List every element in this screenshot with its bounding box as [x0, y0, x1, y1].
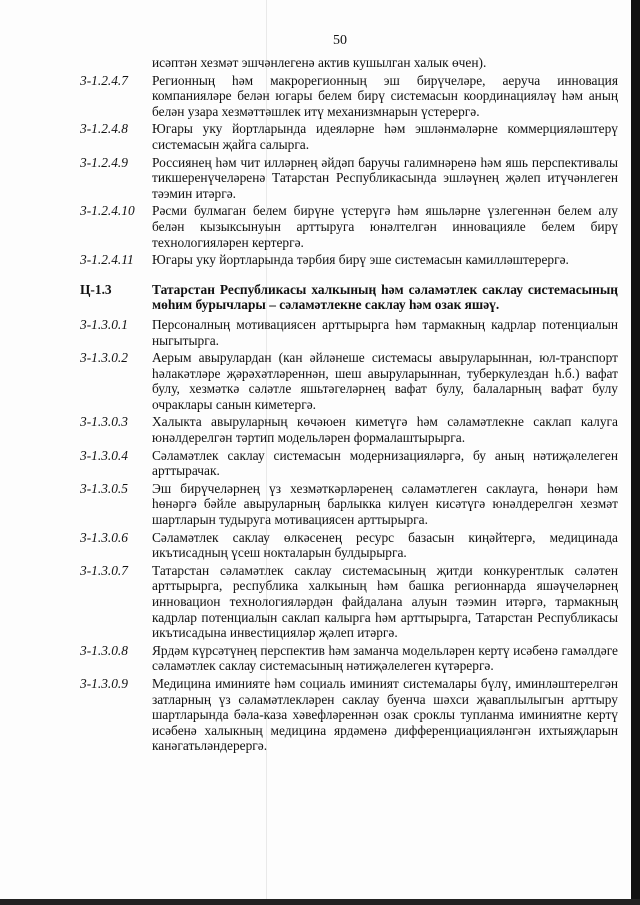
list-item: [80, 121, 618, 152]
item-code: 3-1.3.0.6: [80, 529, 128, 545]
item-code: 3-1.3.0.8: [80, 642, 128, 658]
item-text: Аерым авырулардан (кан әйләнеше системасы авыруларыннан, юл-транспорт һәлакәтләре җәрәхәтләреннән, шеш авыруларыннан, туберкулездан һ.б.) вафат булу, хезмәткә сәләтле яшьтәгеләрнең вафат булу, балаларның вафат булу очраклары санын киметергә.: [152, 350, 618, 412]
section-heading: [80, 282, 618, 313]
item-code: 3-1.3.0.9: [80, 675, 128, 691]
item-text: Медицина иминияте һәм социаль иминият системалары бүлү, иминләштерелгән затларның үз сәламәтлекләрен саклау буенча шәхси җаваплылыгын арттыру шартларында бәла-каза хәвефләреннән озак сроклы тупланма иминиятнe кертү исәбенә халыкның медицина ярдәменә дифференциацияләнгән ихтыяҗларын канәгатьләндерергә.: [152, 675, 618, 754]
item-text: Татарстан сәламәтлек саклау системасының җитди конкурентлык сәләтен арттырырга, республика халкының һәм башка регионнарда яшәүчеләрнең инновацион технологияләрдән файдалана алуын тәэмин итәргә, тармакның кадрлар потенциалын саклап калырга һәм арттырырга, Татарстан Республикасы икътисадына инвестицияләр җәлеп итәргә.: [152, 562, 618, 641]
item-code: 3-1.3.0.5: [80, 480, 128, 496]
list-item: [80, 317, 618, 348]
item-text: Югары уку йортларында тәрбия бирү эше системасын камилләштерергә.: [152, 252, 569, 268]
item-code: 3-1.3.0.1: [80, 316, 128, 332]
item-text: Халыкта авыруларның көчәюен киметүгә һәм сәламәтлекне саклап калуга юнәлдерелгән тәртип модельләрен формалаштырырга.: [152, 414, 618, 446]
list-item: [80, 350, 618, 412]
list-item: [80, 676, 618, 754]
item-text: Персоналның мотивациясен арттырырга һәм тармакның кадрлар потенциалын ныгытырга.: [152, 316, 618, 348]
item-code: 3-1.3.0.4: [80, 447, 128, 463]
item-text: Рәсми булмаган белем бирүне үстерүгә һәм яшьләрне үзлегеннән белем алу белән кызыксынуын арттыруга юнәлтелгән инновацияле белем бирү технологияләрен кертергә.: [152, 203, 618, 250]
scan-edge-right: [631, 0, 640, 905]
list-item: [80, 73, 618, 120]
item-text: Ярдәм күрсәтүнең перспектив һәм заманча модельләрен кертү исәбенә гамәлдәге сәламәтлек саклау системасының нәтиҗәлелеген күтәрергә.: [152, 642, 618, 674]
item-code: 3-1.3.0.2: [80, 350, 128, 366]
list-item: [80, 448, 618, 479]
item-text: Россиянең һәм чит илләрнең әйдәп баручы галимнәренә һәм яшь перспективалы тикшеренүчеләренә Татарстан Республикасында эшләүнең җәлеп итүчәнлеген тәэмин итәргә.: [152, 154, 618, 201]
item-code: 3-1.3.0.7: [80, 562, 128, 578]
item-code: 3-1.2.4.9: [80, 154, 128, 170]
item-code: 3-1.2.4.7: [80, 72, 128, 88]
list-item: [80, 643, 618, 674]
continuation-text: исәптән хезмәт эшчәнлегенә актив кушылган халык өчен).: [152, 55, 487, 70]
page-number: 50: [333, 33, 347, 48]
list-item: [80, 563, 618, 641]
item-code: 3-1.2.4.10: [80, 203, 135, 219]
item-text: Сәламәтлек саклау системасын модернизацияләргә, бу аның нәтиҗәлелеген арттырачак.: [152, 447, 618, 479]
item-code: 3-1.2.4.11: [80, 252, 134, 268]
section-title: Татарстан Республикасы халкының һәм сәламәтлек саклау системасының мөһим бурычлары – сәламәтлекне саклау һәм озак яшәү.: [152, 281, 618, 313]
item-text: Эш бирүчеләрнең үз хезмәткәрләренең сәламәтлеген саклауга, һөнәри һәм һөнәргә бәйле авыруларның барлыкка килүен кисәтүгә юнәлдерелгән хезмәт шартларын тудыруга мотивациясен арттырырга.: [152, 480, 618, 528]
list-item: [80, 203, 618, 250]
item-code: 3-1.3.0.3: [80, 414, 128, 430]
item-text: Югары уку йортларында идеяләрне һәм эшләнмәләрне коммерцияләштерү системасын җайга салырга.: [152, 121, 618, 152]
list-item: [80, 414, 618, 445]
scan-edge-bottom: [0, 899, 640, 905]
item-code: 3-1.2.4.8: [80, 121, 128, 137]
list-item: [80, 252, 618, 268]
list-item: [80, 155, 618, 202]
item-text: Сәламәтлек саклау өлкәсенең ресурс базасын киңәйтергә, медицинада икътисадның үсеш нокталарын булдырырга.: [152, 529, 618, 561]
section-code: Ц-1.3: [80, 281, 112, 297]
item-text: Регионның һәм макрорегионның эш бирүчеләре, аеруча инновация компанияләре белән югары белем бирү системасын координацияләү һәм аның белән узара хезмәттәшлек итү механизмнарын үстерергә.: [152, 72, 618, 119]
document-body: [80, 55, 618, 756]
list-item: [80, 530, 618, 561]
list-item: [80, 481, 618, 528]
